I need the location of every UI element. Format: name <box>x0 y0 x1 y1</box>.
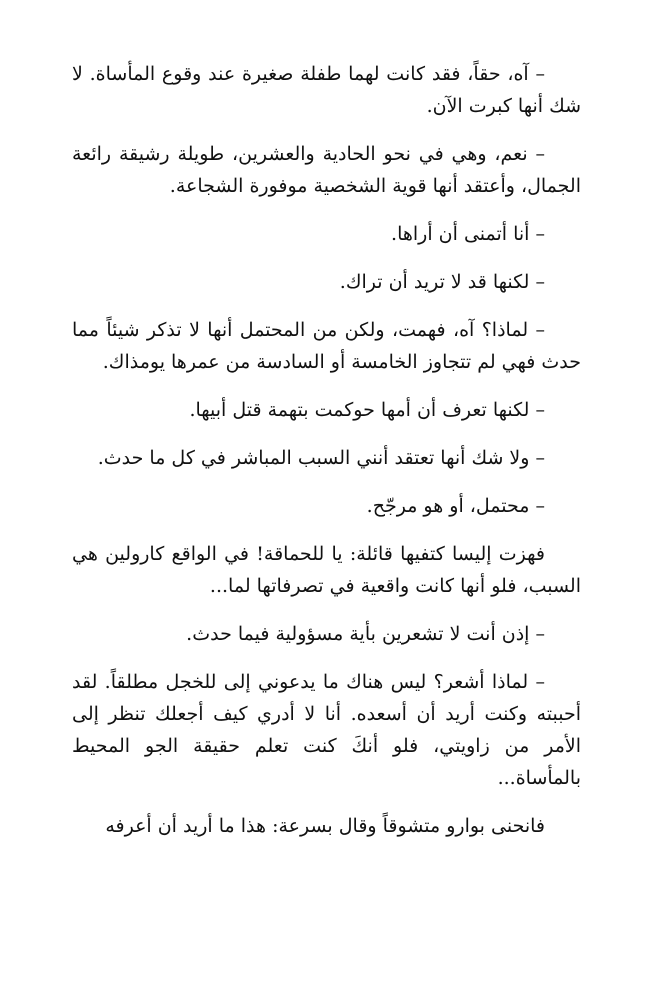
paragraph-3: – أنا أتمنى أن أراها. <box>391 223 545 245</box>
paragraph-9: فهزت إليسا كتفيها قائلة: يا للحماقة! في الواقع كارولين هي السبب، فلو أنها كانت واقعية في تصرفاتها لما... <box>72 543 581 597</box>
paragraph-6: – لكنها تعرف أن أمها حوكمت بتهمة قتل أبيها. <box>189 399 545 421</box>
paragraph-4: – لكنها قد لا تريد أن تراك. <box>339 271 545 293</box>
paragraph-7: – ولا شك أنها تعتقد أنني السبب المباشر في كل ما حدث. <box>97 447 545 469</box>
paragraph-5: – لماذا؟ آه، فهمت، ولكن من المحتمل أنها لا تذكر شيئاً مما حدث فهي لم تتجاوز الخامسة أو السادسة من عمرها يومذاك. <box>72 319 581 373</box>
paragraph-10: – إذن أنت لا تشعرين بأية مسؤولية فيما حدث. <box>186 623 545 645</box>
paragraph-1: – آه، حقاً، فقد كانت لهما طفلة صغيرة عند وقوع المأساة. لا شك أنها كبرت الآن. <box>72 63 581 117</box>
paragraph-8: – محتمل، أو هو مرجّح. <box>366 495 545 517</box>
paragraph-12: فانحنى بوارو متشوقاً وقال بسرعة: هذا ما أريد أن أعرفه <box>105 815 545 837</box>
paragraph-2: – نعم، وهي في نحو الحادية والعشرين، طويلة رشيقة رائعة الجمال، وأعتقد أنها قوية الشخصية موفورة الشجاعة. <box>72 143 581 197</box>
paragraph-11: – لماذا أشعر؟ ليس هناك ما يدعوني إلى للخجل مطلقاً. لقد أحببته وكنت أريد أن أسعده. أنا لا أدري كيف أجعلك تنظر إلى الأمر من زاويتي، فلو أنكَ كنت تعلم حقيقة الجو المحيط بالمأساة... <box>72 671 581 789</box>
